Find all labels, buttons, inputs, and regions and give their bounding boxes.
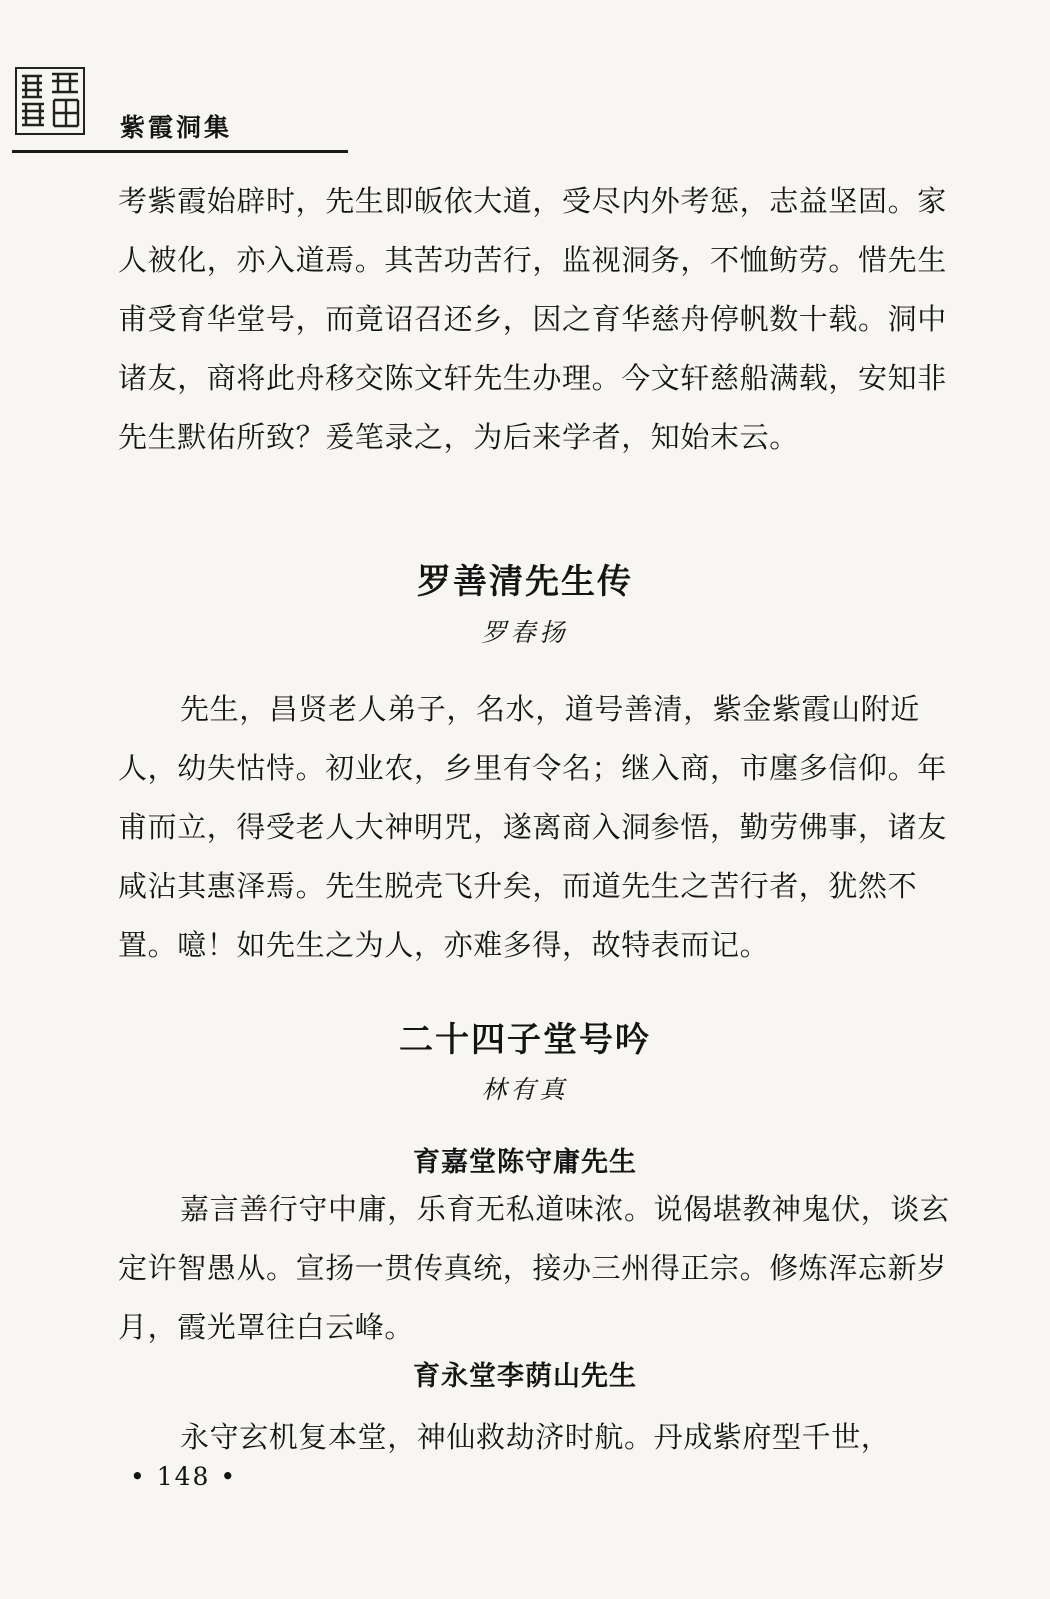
header-rule — [12, 150, 348, 153]
entry-1-heading: 育嘉堂陈守庸先生 — [413, 1147, 637, 1178]
section-2-title: 二十四子堂号吟 — [399, 1020, 651, 1060]
section-1-author: 罗春扬 — [481, 618, 569, 647]
section-1-title: 罗善清先生传 — [417, 562, 633, 602]
entry-2-heading: 育永堂李荫山先生 — [413, 1361, 637, 1392]
book-title: 紫霞洞集 — [120, 113, 233, 142]
entry-2-poem: 永守玄机复本堂，神仙救劫济时航。丹成紫府型千世， — [180, 1420, 891, 1454]
section-1-body: 先生，昌贤老人弟子，名水，道号善清，紫金紫霞山附近人，幼失怙恃。初业农，乡里有令名；继入商，市廛多信仰。年甫而立，得受老人大神明咒，遂离商入洞参悟，勤劳佛事，诸友咸沾其惠泽焉。先生脱壳飞升矣，而道先生之苦行者，犹然不置。噫！如先生之为人，亦难多得，故特表而记。 — [118, 692, 947, 962]
seal-logo — [14, 66, 86, 136]
section-2-author: 林有真 — [481, 1075, 569, 1104]
page-number: • 148 • — [130, 1462, 238, 1491]
entry-1-poem: 嘉言善行守中庸，乐育无私道味浓。说偈堪教神鬼伏，谈玄定许智愚从。宣扬一贯传真统，接办三州得正宗。修炼浑忘新岁月，霞光罩往白云峰。 — [118, 1192, 950, 1344]
intro-paragraph: 考紫霞始辟时，先生即皈依大道，受尽内外考惩，志益坚固。家人被化，亦入道焉。其苦功苦行，监视洞务，不恤鲂劳。惜先生甫受育华堂号，而竟诏召还乡，因之育华慈舟停帆数十载。洞中诸友，商将此舟移交陈文轩先生办理。今文轩慈船满载，安知非先生默佑所致？爰笔录之，为后来学者，知始末云。 — [118, 184, 947, 454]
